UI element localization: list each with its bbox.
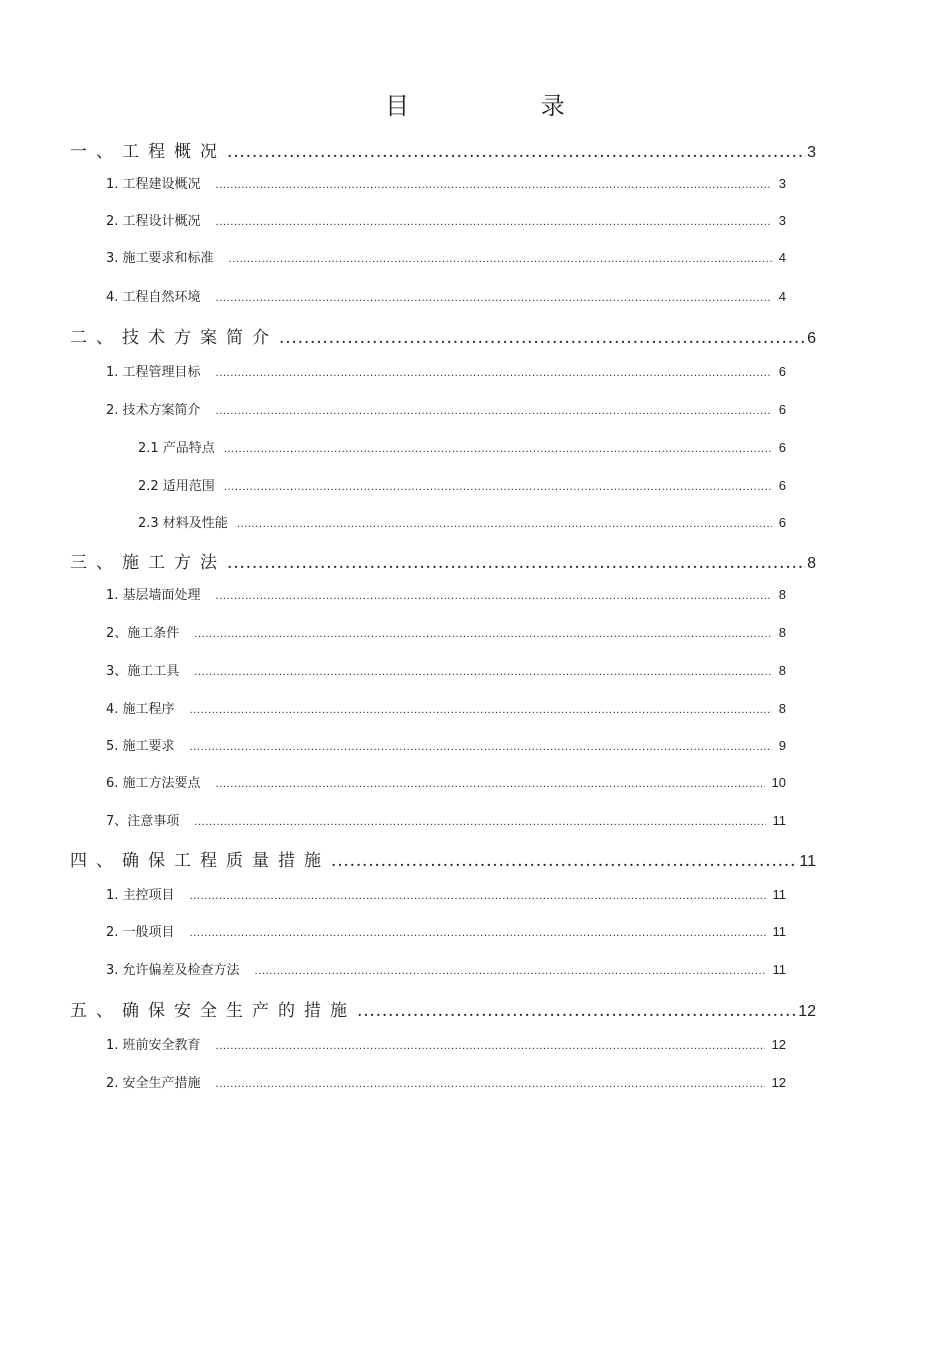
toc-dot-leader xyxy=(194,667,771,678)
toc-entry[interactable] xyxy=(106,810,786,829)
toc-page-number: 4 xyxy=(778,250,786,265)
toc-entry[interactable] xyxy=(106,622,786,641)
toc-dot-leader xyxy=(229,254,772,265)
toc-section-heading[interactable] xyxy=(70,548,816,573)
toc-page-number: 8 xyxy=(778,663,786,678)
toc-entry[interactable] xyxy=(106,884,786,903)
toc-page-number: 6 xyxy=(778,402,786,417)
toc-dot-leader xyxy=(216,591,772,602)
toc-subentry[interactable] xyxy=(138,512,786,531)
toc-page-number: 12 xyxy=(798,1003,816,1020)
toc-page-number: 6 xyxy=(778,364,786,379)
toc-dot-leader xyxy=(255,966,766,977)
toc-entry-label: 2.3 材料及性能 xyxy=(138,516,228,531)
toc-entry[interactable] xyxy=(106,399,786,418)
toc-dot-leader xyxy=(216,1079,765,1090)
toc-title: 目 录 xyxy=(385,92,627,120)
toc-entry-label: 2. 工程设计概况 xyxy=(106,214,201,229)
toc-page-number: 12 xyxy=(771,1037,786,1052)
toc-entry[interactable] xyxy=(106,286,786,305)
toc-section-heading[interactable] xyxy=(70,137,816,162)
toc-entry-label: 5. 施工要求 xyxy=(106,739,175,754)
toc-entry[interactable] xyxy=(106,361,786,380)
toc-page-number: 8 xyxy=(778,701,786,716)
toc-entry-label: 1. 班前安全教育 xyxy=(106,1038,201,1053)
toc-entry-label: 2、施工条件 xyxy=(106,626,180,641)
toc-dot-leader xyxy=(331,851,798,871)
toc-entry[interactable] xyxy=(106,698,786,717)
toc-entry-label: 7、注意事项 xyxy=(106,814,180,829)
toc-page-number: 12 xyxy=(771,1075,786,1090)
toc-dot-leader xyxy=(357,1001,797,1021)
toc-page-number: 6 xyxy=(778,515,786,530)
toc-entry-label: 2. 技术方案简介 xyxy=(106,403,201,418)
toc-dot-leader xyxy=(190,742,772,753)
toc-page-number: 4 xyxy=(778,289,786,304)
toc-subentry[interactable] xyxy=(138,437,786,456)
toc-page-number: 10 xyxy=(771,775,786,790)
toc-entry-label: 四、确保工程质量措施 xyxy=(70,851,330,871)
toc-dot-leader xyxy=(227,142,806,162)
toc-entry-label: 五、确保安全生产的措施 xyxy=(70,1001,356,1021)
toc-entry[interactable] xyxy=(106,959,786,978)
toc-dot-leader xyxy=(216,180,772,191)
toc-entry-label: 2. 一般项目 xyxy=(106,925,175,940)
toc-entry-label: 6. 施工方法要点 xyxy=(106,776,201,791)
toc-dot-leader xyxy=(279,328,806,348)
toc-entry-label: 2. 安全生产措施 xyxy=(106,1076,201,1091)
toc-page-number: 8 xyxy=(807,555,816,572)
toc-entry[interactable] xyxy=(106,247,786,266)
toc-page-number: 8 xyxy=(778,587,786,602)
toc-entry-label: 2.1 产品特点 xyxy=(138,441,215,456)
toc-page-number: 3 xyxy=(807,144,816,161)
toc-dot-leader xyxy=(216,368,772,379)
toc-entry[interactable] xyxy=(106,921,786,940)
toc-entry[interactable] xyxy=(106,772,786,791)
toc-entry[interactable] xyxy=(106,1034,786,1053)
toc-entry-label: 3. 施工要求和标准 xyxy=(106,251,214,266)
toc-entry-label: 1. 基层墙面处理 xyxy=(106,588,201,603)
toc-entry[interactable] xyxy=(106,173,786,192)
toc-dot-leader xyxy=(216,293,772,304)
toc-subentry[interactable] xyxy=(138,475,786,494)
toc-entry[interactable] xyxy=(106,735,786,754)
toc-entry[interactable] xyxy=(106,584,786,603)
toc-page-number: 3 xyxy=(778,176,786,191)
toc-dot-leader xyxy=(190,891,766,902)
toc-page-number: 3 xyxy=(778,213,786,228)
toc-page-number: 6 xyxy=(778,440,786,455)
toc-dot-leader xyxy=(224,444,772,455)
toc-entry-label: 2.2 适用范围 xyxy=(138,479,215,494)
toc-section-heading[interactable] xyxy=(70,323,816,348)
toc-dot-leader xyxy=(216,406,772,417)
toc-dot-leader xyxy=(190,705,772,716)
toc-entry-label: 4. 工程自然环境 xyxy=(106,290,201,305)
toc-entry-label: 3. 允许偏差及检查方法 xyxy=(106,963,240,978)
toc-dot-leader xyxy=(216,1041,765,1052)
toc-page-number: 11 xyxy=(772,887,786,902)
toc-page-number: 11 xyxy=(772,813,786,828)
toc-dot-leader xyxy=(216,217,772,228)
toc-entry-label: 1. 主控项目 xyxy=(106,888,175,903)
toc-page-number: 6 xyxy=(778,478,786,493)
toc-dot-leader xyxy=(190,928,766,939)
toc-section-heading[interactable] xyxy=(70,996,816,1021)
toc-page-number: 11 xyxy=(772,962,786,977)
toc-entry[interactable] xyxy=(106,660,786,679)
toc-entry-label: 一、工程概况 xyxy=(70,142,226,162)
toc-entry-label: 4. 施工程序 xyxy=(106,702,175,717)
toc-dot-leader xyxy=(237,519,772,530)
toc-entry-label: 1. 工程建设概况 xyxy=(106,177,201,192)
toc-page-number: 9 xyxy=(778,738,786,753)
toc-page-number: 11 xyxy=(799,853,816,870)
toc-entry-label: 二、技术方案简介 xyxy=(70,328,278,348)
toc-dot-leader xyxy=(227,553,806,573)
toc-page-number: 6 xyxy=(807,330,816,347)
toc-entry-label: 1. 工程管理目标 xyxy=(106,365,201,380)
toc-section-heading[interactable] xyxy=(70,846,816,871)
toc-dot-leader xyxy=(216,779,765,790)
toc-entry-label: 3、施工工具 xyxy=(106,664,180,679)
toc-entry[interactable] xyxy=(106,1072,786,1091)
toc-dot-leader xyxy=(224,482,772,493)
toc-entry-label: 三、施工方法 xyxy=(70,553,226,573)
toc-page-number: 11 xyxy=(772,924,786,939)
toc-entry[interactable] xyxy=(106,210,786,229)
toc-dot-leader xyxy=(194,817,765,828)
toc-page-number: 8 xyxy=(778,625,786,640)
toc-dot-leader xyxy=(194,629,771,640)
